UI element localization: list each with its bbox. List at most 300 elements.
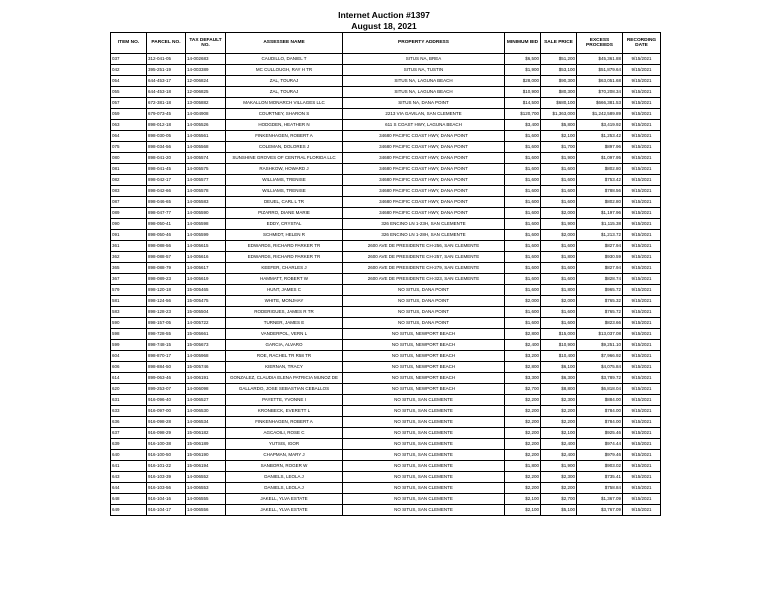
cell-minimum-bid: $2,200	[505, 406, 541, 417]
cell-minimum-bid: $1,600	[505, 318, 541, 329]
table-row	[111, 373, 661, 384]
cell-sale-price: $8,800	[541, 384, 577, 395]
table-row	[111, 505, 661, 516]
cell-recording-date: 9/15/2021	[623, 439, 661, 450]
cell-sale-price: $5,800	[541, 120, 577, 131]
cell-sale-price: $2,300	[541, 472, 577, 483]
cell-sale-price: $1,600	[541, 307, 577, 318]
table-header-row	[111, 33, 661, 54]
cell-tax-default-no: 14-006527	[186, 395, 226, 406]
cell-excess-proceeds: $1,242,589.89	[577, 109, 623, 120]
cell-tax-default-no: 14-005619	[186, 274, 226, 285]
cell-item-no: 641	[111, 461, 147, 472]
cell-property-address: SITUS NA, DANA POINT	[343, 98, 505, 109]
cell-item-no: 037	[111, 54, 147, 65]
table-row	[111, 153, 661, 164]
cell-recording-date: 9/15/2021	[623, 131, 661, 142]
cell-item-no: 620	[111, 384, 147, 395]
cell-assessee-name: AGCAOILI, ROSE C	[226, 428, 343, 439]
cell-recording-date: 9/15/2021	[623, 252, 661, 263]
cell-minimum-bid: $28,000	[505, 76, 541, 87]
cell-parcel-no: 898-870-17	[147, 351, 186, 362]
cell-property-address: 34680 PACIFIC COAST HWY, DANA POINT	[343, 131, 505, 142]
cell-property-address: NO SITUS, SAN CLEMENTE	[343, 461, 505, 472]
cell-assessee-name: RODERIGUES, JAMES R TR	[226, 307, 343, 318]
cell-assessee-name: FINKENHAGEN, ROBERT A	[226, 417, 343, 428]
cell-excess-proceeds: $827.94	[577, 241, 623, 252]
cell-tax-default-no: 12-006825	[186, 87, 226, 98]
cell-recording-date: 9/15/2021	[623, 318, 661, 329]
cell-property-address: NO SITUS, SAN CLEMENTE	[343, 428, 505, 439]
cell-item-no: 075	[111, 142, 147, 153]
cell-item-no: 598	[111, 329, 147, 340]
cell-parcel-no: 899-063-46	[147, 373, 186, 384]
cell-parcel-no: 916-103-56	[147, 483, 186, 494]
cell-sale-price: $6,300	[541, 373, 577, 384]
cell-assessee-name: ZAL, TOURAJ	[226, 87, 343, 98]
table-row	[111, 98, 661, 109]
cell-sale-price: $53,100	[541, 65, 577, 76]
cell-sale-price: $1,600	[541, 274, 577, 285]
cell-assessee-name: DEUEL, CARL L TR	[226, 197, 343, 208]
cell-excess-proceeds: $7,966.92	[577, 351, 623, 362]
cell-item-no: 081	[111, 164, 147, 175]
cell-sale-price: $1,600	[541, 263, 577, 274]
table-row	[111, 164, 661, 175]
col-header-item-no: ITEM NO.	[111, 33, 147, 54]
cell-item-no: 633	[111, 406, 147, 417]
cell-property-address: 611 S COAST HWY, LAGUNA BEACH	[343, 120, 505, 131]
cell-excess-proceeds: $9,251.10	[577, 340, 623, 351]
cell-item-no: 604	[111, 351, 147, 362]
cell-excess-proceeds: $758.84	[577, 483, 623, 494]
cell-parcel-no: 898-884-50	[147, 362, 186, 373]
cell-tax-default-no: 14-004908	[186, 109, 226, 120]
cell-parcel-no: 898-748-15	[147, 340, 186, 351]
cell-sale-price: $2,400	[541, 450, 577, 461]
cell-property-address: 2600 AVE DE PRESIDENTE CH-257, SAN CLEMENTE	[343, 252, 505, 263]
cell-excess-proceeds: $70,208.34	[577, 87, 623, 98]
cell-tax-default-no: 14-006098	[186, 384, 226, 395]
cell-tax-default-no: 15-005504	[186, 307, 226, 318]
cell-item-no: 083	[111, 186, 147, 197]
col-header-property-address: PROPERTY ADDRESS	[343, 33, 505, 54]
cell-tax-default-no: 14-005617	[186, 263, 226, 274]
cell-recording-date: 9/15/2021	[623, 362, 661, 373]
cell-minimum-bid: $2,200	[505, 483, 541, 494]
table-row	[111, 461, 661, 472]
cell-recording-date: 9/15/2021	[623, 472, 661, 483]
cell-recording-date: 9/15/2021	[623, 329, 661, 340]
cell-item-no: 579	[111, 285, 147, 296]
cell-assessee-name: COLEMAN, DOLORES J	[226, 142, 343, 153]
table-row	[111, 362, 661, 373]
cell-excess-proceeds: $930.59	[577, 252, 623, 263]
cell-minimum-bid: $1,600	[505, 285, 541, 296]
page-title: Internet Auction #1397	[338, 10, 430, 20]
table-row	[111, 54, 661, 65]
cell-sale-price: $2,000	[541, 296, 577, 307]
cell-minimum-bid: $1,600	[505, 208, 541, 219]
cell-minimum-bid: $2,000	[505, 296, 541, 307]
table-row	[111, 230, 661, 241]
cell-assessee-name: GARCIA, ALVARO	[226, 340, 343, 351]
cell-recording-date: 9/15/2021	[623, 142, 661, 153]
cell-recording-date: 9/15/2021	[623, 219, 661, 230]
cell-property-address: NO SITUS, NEWPORT BEACH	[343, 362, 505, 373]
cell-parcel-no: 898-042-17	[147, 175, 186, 186]
cell-minimum-bid: $1,600	[505, 241, 541, 252]
cell-recording-date: 9/15/2021	[623, 153, 661, 164]
cell-parcel-no: 672-381-18	[147, 98, 186, 109]
cell-tax-default-no: 14-005568	[186, 142, 226, 153]
cell-property-address: NO SITUS, DANA POINT	[343, 318, 505, 329]
cell-sale-price: $1,900	[541, 153, 577, 164]
cell-item-no: 365	[111, 263, 147, 274]
cell-assessee-name: TURNER, JAMES E	[226, 318, 343, 329]
cell-recording-date: 9/15/2021	[623, 120, 661, 131]
cell-tax-default-no: 15-005673	[186, 340, 226, 351]
cell-recording-date: 9/15/2021	[623, 109, 661, 120]
cell-recording-date: 9/15/2021	[623, 76, 661, 87]
cell-minimum-bid: $2,200	[505, 472, 541, 483]
cell-tax-default-no: 12-006824	[186, 76, 226, 87]
cell-minimum-bid: $1,600	[505, 252, 541, 263]
cell-tax-default-no: 15-006194	[186, 461, 226, 472]
cell-tax-default-no: 14-006530	[186, 406, 226, 417]
cell-excess-proceeds: $765.32	[577, 296, 623, 307]
cell-recording-date: 9/15/2021	[623, 296, 661, 307]
cell-parcel-no: 916-101-22	[147, 461, 186, 472]
cell-parcel-no: 898-012-18	[147, 120, 186, 131]
table-row	[111, 274, 661, 285]
cell-recording-date: 9/15/2021	[623, 384, 661, 395]
cell-sale-price: $2,300	[541, 395, 577, 406]
cell-item-no: 637	[111, 428, 147, 439]
cell-property-address: NO SITUS, DANA POINT	[343, 307, 505, 318]
cell-parcel-no: 898-128-23	[147, 307, 186, 318]
cell-minimum-bid: $2,200	[505, 450, 541, 461]
cell-recording-date: 9/15/2021	[623, 197, 661, 208]
table-row	[111, 483, 661, 494]
cell-parcel-no: 898-088-79	[147, 263, 186, 274]
cell-excess-proceeds: $6,818.04	[577, 384, 623, 395]
cell-excess-proceeds: $903.02	[577, 461, 623, 472]
cell-sale-price: $1,363,000	[541, 109, 577, 120]
cell-minimum-bid: $1,600	[505, 186, 541, 197]
cell-excess-proceeds: $45,361.88	[577, 54, 623, 65]
cell-minimum-bid: $2,100	[505, 494, 541, 505]
cell-sale-price: $2,000	[541, 208, 577, 219]
cell-tax-default-no: 14-005574	[186, 153, 226, 164]
cell-minimum-bid: $3,300	[505, 373, 541, 384]
cell-tax-default-no: 14-005577	[186, 175, 226, 186]
cell-assessee-name: EDDY, CRYSTAL	[226, 219, 343, 230]
cell-sale-price: $1,600	[541, 186, 577, 197]
cell-property-address: 2213 VIA GAVILAN, SAN CLEMENTE	[343, 109, 505, 120]
cell-excess-proceeds: $765.72	[577, 307, 623, 318]
cell-minimum-bid: $1,800	[505, 461, 541, 472]
cell-assessee-name: SANBORN, ROGER W	[226, 461, 343, 472]
cell-excess-proceeds: $802.80	[577, 197, 623, 208]
cell-recording-date: 9/15/2021	[623, 340, 661, 351]
cell-excess-proceeds: $4,075.84	[577, 362, 623, 373]
cell-sale-price: $2,100	[541, 428, 577, 439]
table-row	[111, 296, 661, 307]
col-header-excess-proceeds: EXCESS PROCEEDS	[577, 33, 623, 54]
table-row	[111, 307, 661, 318]
cell-property-address: NO SITUS, DANA POINT	[343, 296, 505, 307]
cell-parcel-no: 898-034-56	[147, 142, 186, 153]
table-row	[111, 131, 661, 142]
cell-recording-date: 9/15/2021	[623, 186, 661, 197]
cell-tax-default-no: 14-005599	[186, 230, 226, 241]
cell-tax-default-no: 14-005578	[186, 186, 226, 197]
cell-parcel-no: 916-098-28	[147, 417, 186, 428]
cell-parcel-no: 898-088-56	[147, 241, 186, 252]
cell-tax-default-no: 15-005661	[186, 329, 226, 340]
cell-minimum-bid: $1,600	[505, 164, 541, 175]
table-row	[111, 285, 661, 296]
cell-item-no: 063	[111, 120, 147, 131]
cell-assessee-name: PAYETTE, YVONNE I	[226, 395, 343, 406]
cell-assessee-name: VANDERPOL, VERN L	[226, 329, 343, 340]
cell-minimum-bid: $2,200	[505, 417, 541, 428]
cell-minimum-bid: $1,600	[505, 307, 541, 318]
cell-parcel-no: 644-453-17	[147, 76, 186, 87]
cell-minimum-bid: $1,600	[505, 230, 541, 241]
cell-tax-default-no: 15-005475	[186, 296, 226, 307]
cell-property-address: NO SITUS, SAN CLEMENTE	[343, 395, 505, 406]
cell-parcel-no: 898-728-55	[147, 329, 186, 340]
cell-tax-default-no: 14-006553	[186, 483, 226, 494]
cell-minimum-bid: $3,200	[505, 351, 541, 362]
cell-tax-default-no: 14-005968	[186, 351, 226, 362]
cell-minimum-bid: $2,100	[505, 505, 541, 516]
cell-excess-proceeds: $1,367.09	[577, 494, 623, 505]
cell-parcel-no: 898-041-20	[147, 153, 186, 164]
cell-item-no: 590	[111, 318, 147, 329]
cell-tax-default-no: 14-006191	[186, 373, 226, 384]
cell-property-address: NO SITUS, SAN CLEMENTE	[343, 472, 505, 483]
cell-parcel-no: 395-251-19	[147, 65, 186, 76]
cell-assessee-name: EDWARDS, RICHARD PARKER TR	[226, 252, 343, 263]
cell-property-address: 34680 PACIFIC COAST HWY, DANA POINT	[343, 153, 505, 164]
cell-assessee-name: WHITE, MONJHAY	[226, 296, 343, 307]
cell-excess-proceeds: $51,879.64	[577, 65, 623, 76]
cell-property-address: 2600 AVE DE PRESIDENTE CH-256, SAN CLEMENTE	[343, 241, 505, 252]
cell-minimum-bid: $2,700	[505, 384, 541, 395]
cell-recording-date: 9/15/2021	[623, 428, 661, 439]
cell-property-address: NO SITUS, SAN CLEMENTE	[343, 417, 505, 428]
table-row	[111, 142, 661, 153]
cell-tax-default-no: 14-002683	[186, 54, 226, 65]
cell-parcel-no: 679-073-45	[147, 109, 186, 120]
col-header-assessee-name: ASSESSEE NAME	[226, 33, 343, 54]
cell-recording-date: 9/15/2021	[623, 98, 661, 109]
cell-tax-default-no: 14-005615	[186, 241, 226, 252]
table-row	[111, 87, 661, 98]
table-row	[111, 417, 661, 428]
table-row	[111, 450, 661, 461]
cell-sale-price: $2,700	[541, 494, 577, 505]
cell-item-no: 640	[111, 450, 147, 461]
cell-excess-proceeds: $13,037.08	[577, 329, 623, 340]
cell-property-address: 34680 PACIFIC COAST HWY, DANA POINT	[343, 197, 505, 208]
cell-sale-price: $1,600	[541, 197, 577, 208]
cell-property-address: SITUS NA, BREA	[343, 54, 505, 65]
cell-property-address: 34680 PACIFIC COAST HWY, DANA POINT	[343, 186, 505, 197]
table-row	[111, 340, 661, 351]
cell-tax-default-no: 14-005561	[186, 131, 226, 142]
col-header-tax-default-no: TAX DEFAULT NO.	[186, 33, 226, 54]
cell-tax-default-no: 14-006552	[186, 472, 226, 483]
cell-assessee-name: JAKELL, YLVA ESTATE	[226, 505, 343, 516]
cell-property-address: NO SITUS, SAN CLEMENTE	[343, 505, 505, 516]
cell-recording-date: 9/15/2021	[623, 406, 661, 417]
cell-recording-date: 9/15/2021	[623, 505, 661, 516]
cell-parcel-no: 916-097-00	[147, 406, 186, 417]
cell-tax-default-no: 14-005616	[186, 252, 226, 263]
cell-item-no: 054	[111, 76, 147, 87]
cell-minimum-bid: $1,600	[505, 263, 541, 274]
cell-assessee-name: SUNSHINE GROVES OF CENTRAL FLORIDA LLC	[226, 153, 343, 164]
cell-excess-proceeds: $1,213.72	[577, 230, 623, 241]
cell-sale-price: $2,400	[541, 439, 577, 450]
cell-excess-proceeds: $3,419.92	[577, 120, 623, 131]
cell-item-no: 648	[111, 494, 147, 505]
cell-excess-proceeds: $666,381.53	[577, 98, 623, 109]
cell-assessee-name: YUTSIS, IGOR	[226, 439, 343, 450]
cell-minimum-bid: $1,600	[505, 197, 541, 208]
cell-assessee-name: HUNT, JAMES C	[226, 285, 343, 296]
cell-assessee-name: JAKELL, YLVA ESTATE	[226, 494, 343, 505]
cell-parcel-no: 898-041-45	[147, 164, 186, 175]
cell-tax-default-no: 14-005598	[186, 219, 226, 230]
table-row	[111, 175, 661, 186]
cell-tax-default-no: 14-005575	[186, 164, 226, 175]
cell-item-no: 367	[111, 274, 147, 285]
table-row	[111, 318, 661, 329]
cell-sale-price: $2,200	[541, 406, 577, 417]
cell-item-no: 636	[111, 417, 147, 428]
cell-property-address: 34680 PACIFIC COAST HWY, DANA POINT	[343, 208, 505, 219]
cell-parcel-no: 898-120-18	[147, 285, 186, 296]
table-row	[111, 109, 661, 120]
cell-minimum-bid: $14,500	[505, 98, 541, 109]
cell-item-no: 082	[111, 175, 147, 186]
table-row	[111, 241, 661, 252]
cell-recording-date: 9/15/2021	[623, 175, 661, 186]
cell-parcel-no: 898-088-57	[147, 252, 186, 263]
cell-excess-proceeds: $925.46	[577, 428, 623, 439]
table-row	[111, 65, 661, 76]
cell-excess-proceeds: $828.74	[577, 274, 623, 285]
cell-excess-proceeds: $897.96	[577, 142, 623, 153]
table-row	[111, 428, 661, 439]
cell-minimum-bid: $6,500	[505, 54, 541, 65]
cell-assessee-name: WILLIAMS, TRENISE	[226, 175, 343, 186]
cell-sale-price: $1,600	[541, 175, 577, 186]
cell-recording-date: 9/15/2021	[623, 373, 661, 384]
cell-assessee-name: CHAPMAN, MARY J	[226, 450, 343, 461]
cell-recording-date: 9/15/2021	[623, 450, 661, 461]
cell-recording-date: 9/15/2021	[623, 54, 661, 65]
cell-sale-price: $1,700	[541, 142, 577, 153]
col-header-recording-date: RECORDING DATE	[623, 33, 661, 54]
cell-minimum-bid: $2,800	[505, 329, 541, 340]
cell-tax-default-no: 14-006534	[186, 417, 226, 428]
auction-results-table	[110, 32, 661, 516]
cell-recording-date: 9/15/2021	[623, 351, 661, 362]
cell-recording-date: 9/15/2021	[623, 285, 661, 296]
cell-assessee-name: HAMMATT, ROBERT W	[226, 274, 343, 285]
cell-recording-date: 9/15/2021	[623, 241, 661, 252]
cell-property-address: SITUS NA, LAGUNA BEACH	[343, 76, 505, 87]
col-header-parcel-no: PARCEL NO.	[147, 33, 186, 54]
table-row	[111, 263, 661, 274]
cell-tax-default-no: 14-005590	[186, 208, 226, 219]
cell-recording-date: 9/15/2021	[623, 164, 661, 175]
cell-parcel-no: 644-453-18	[147, 87, 186, 98]
cell-excess-proceeds: $823.66	[577, 318, 623, 329]
cell-excess-proceeds: $965.72	[577, 285, 623, 296]
cell-sale-price: $15,000	[541, 329, 577, 340]
cell-recording-date: 9/15/2021	[623, 65, 661, 76]
cell-property-address: 2600 AVE DE PRESIDENTE CH-279, SAN CLEMENTE	[343, 263, 505, 274]
cell-assessee-name: MAKALLON MONARCH VILLAGES LLC	[226, 98, 343, 109]
table-row	[111, 219, 661, 230]
cell-parcel-no: 898-124-56	[147, 296, 186, 307]
cell-recording-date: 9/15/2021	[623, 461, 661, 472]
cell-property-address: NO SITUS, NEWPORT BEACH	[343, 329, 505, 340]
table-row	[111, 208, 661, 219]
cell-item-no: 057	[111, 98, 147, 109]
cell-parcel-no: 898-157-05	[147, 318, 186, 329]
cell-item-no: 583	[111, 307, 147, 318]
cell-assessee-name: EDWARDS, RICHARD PARKER TR	[226, 241, 343, 252]
cell-item-no: 091	[111, 230, 147, 241]
cell-recording-date: 9/15/2021	[623, 494, 661, 505]
cell-item-no: 599	[111, 340, 147, 351]
cell-excess-proceeds: $979.46	[577, 450, 623, 461]
cell-minimum-bid: $1,600	[505, 131, 541, 142]
cell-minimum-bid: $2,200	[505, 439, 541, 450]
cell-recording-date: 9/15/2021	[623, 274, 661, 285]
table-row	[111, 406, 661, 417]
cell-property-address: 326 ENCINO LN 1-28H, SAN CLEMENTE	[343, 230, 505, 241]
cell-minimum-bid: $120,700	[505, 109, 541, 120]
cell-item-no: 362	[111, 252, 147, 263]
cell-assessee-name: KIERNAN, TRACY	[226, 362, 343, 373]
cell-assessee-name: COURTNEY, SHARON S	[226, 109, 343, 120]
cell-tax-default-no: 14-006556	[186, 505, 226, 516]
cell-minimum-bid: $1,600	[505, 175, 541, 186]
cell-property-address: 326 ENCINO LN 1-23H, SAN CLEMENTE	[343, 219, 505, 230]
cell-sale-price: $1,900	[541, 461, 577, 472]
cell-item-no: 606	[111, 362, 147, 373]
cell-assessee-name: ROE, RACHEL TR R58 TR	[226, 351, 343, 362]
cell-sale-price: $2,100	[541, 131, 577, 142]
table-row	[111, 197, 661, 208]
cell-parcel-no: 312-041-05	[147, 54, 186, 65]
cell-sale-price: $2,200	[541, 483, 577, 494]
cell-tax-default-no: 14-005583	[186, 197, 226, 208]
cell-parcel-no: 898-089-23	[147, 274, 186, 285]
cell-excess-proceeds: $753.42	[577, 175, 623, 186]
cell-minimum-bid: $2,200	[505, 428, 541, 439]
table-row	[111, 186, 661, 197]
